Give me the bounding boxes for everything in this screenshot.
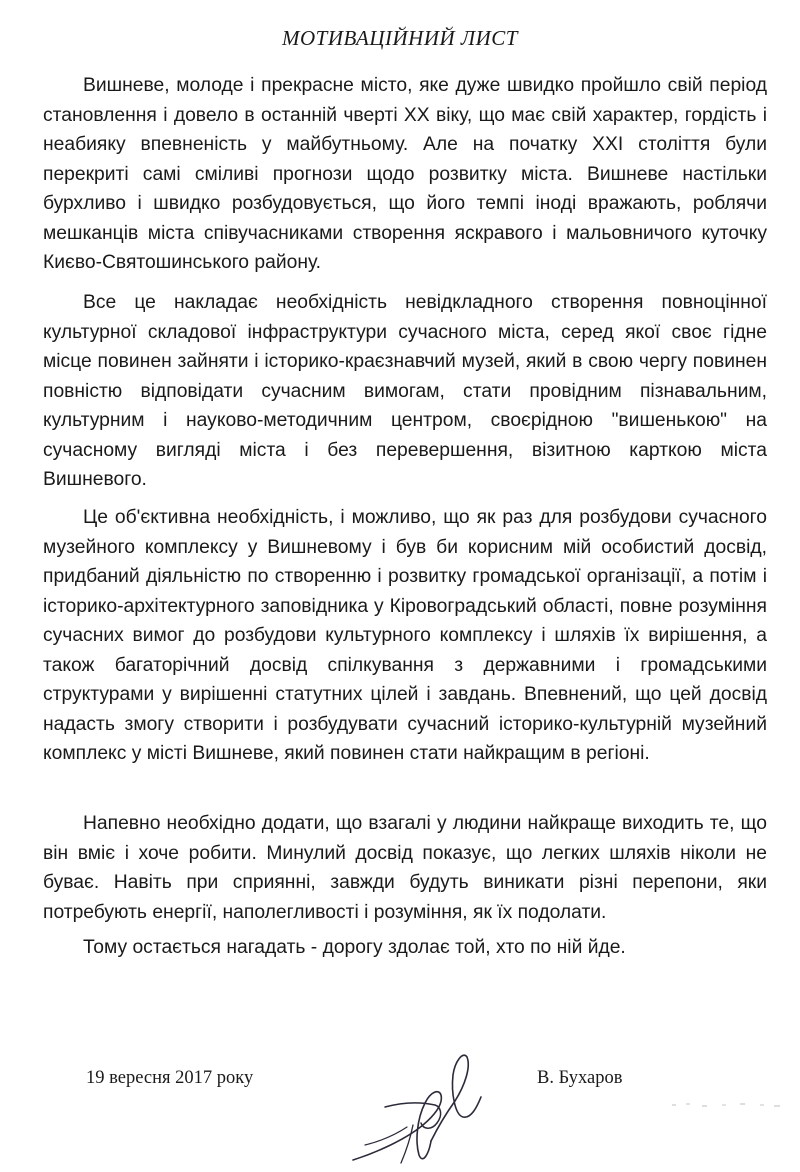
letter-author: В. Бухаров (537, 1068, 623, 1088)
paragraph-experience: Це об'єктивна необхідність, і можливо, що як раз для розбудови сучасного музейного комплексу у Вишневому і був би корисним мій особистий досвід, придбаний діяльністю по створенню і розвитку громадської організації, а потім і історико-архітектурного заповідника у Кіровоградський області, повне розуміння сучасних вимог до розбудови культурного комплексу і шляхів їх вирішення, а також багаторічний досвід спілкування з державними і громадськими структурами у вирішенні статутних цілей і завдань. Впевнений, що цей досвід надасть змогу створити і розбудувати сучасний історико-культурній музейний комплекс у місті Вишневе, який повинен стати найкращим в регіоні. (43, 507, 767, 764)
paragraph-museum-need: Все це накладає необхідність невідкладного створення повноцінної культурної складової інфраструктури сучасного міста, серед якої своє гідне місце повинен зайняти і історико-краєзнавчий музей, який в свою чергу повинен повністю відповідати сучасним вимогам, стати провідним пізнавальним, культурним і науково-методичним центром, своєрідною "вишенькою" на сучасному вигляді міста і без перевершення, візитною карткою міста Вишневого. (43, 292, 767, 490)
letter-date: 19 вересня 2017 року (86, 1068, 254, 1088)
paragraph-intro: Вишневе, молоде і прекрасне місто, яке дуже швидко пройшло свій період становлення і довело в останній чверті XX віку, що має свій характер, гордість і неабияку впевненість у майбутньому. Але на початку XXI століття були перекриті самі сміливі прогнози щодо розвитку міста. Вишневе настільки бурхливо і швидко розбудовується, що його темпі іноді вражають, роблячи мешканців міста співучасниками створення яскравого і мальовничого куточку Києво-Святошинського району. (43, 75, 767, 273)
letter-title: МОТИВАЦІЙНИЙ ЛИСТ (281, 26, 518, 50)
paragraph-addition: Напевно необхідно додати, що взагалі у людини найкраще виходить те, що він вміє і хоче робити. Минулий досвід показує, що легких шляхів ніколи не буває. Навіть при сприянні, завжди будуть виникати різні перепони, яки потребують енергії, наполегливості і розуміння, як їх подолати. (43, 813, 767, 923)
scan-artifact (672, 1100, 782, 1110)
handwritten-signature (345, 1045, 495, 1170)
paragraph-closing: Тому остається нагадать - дорогу здолає той, хто по ній йде. (83, 937, 626, 958)
